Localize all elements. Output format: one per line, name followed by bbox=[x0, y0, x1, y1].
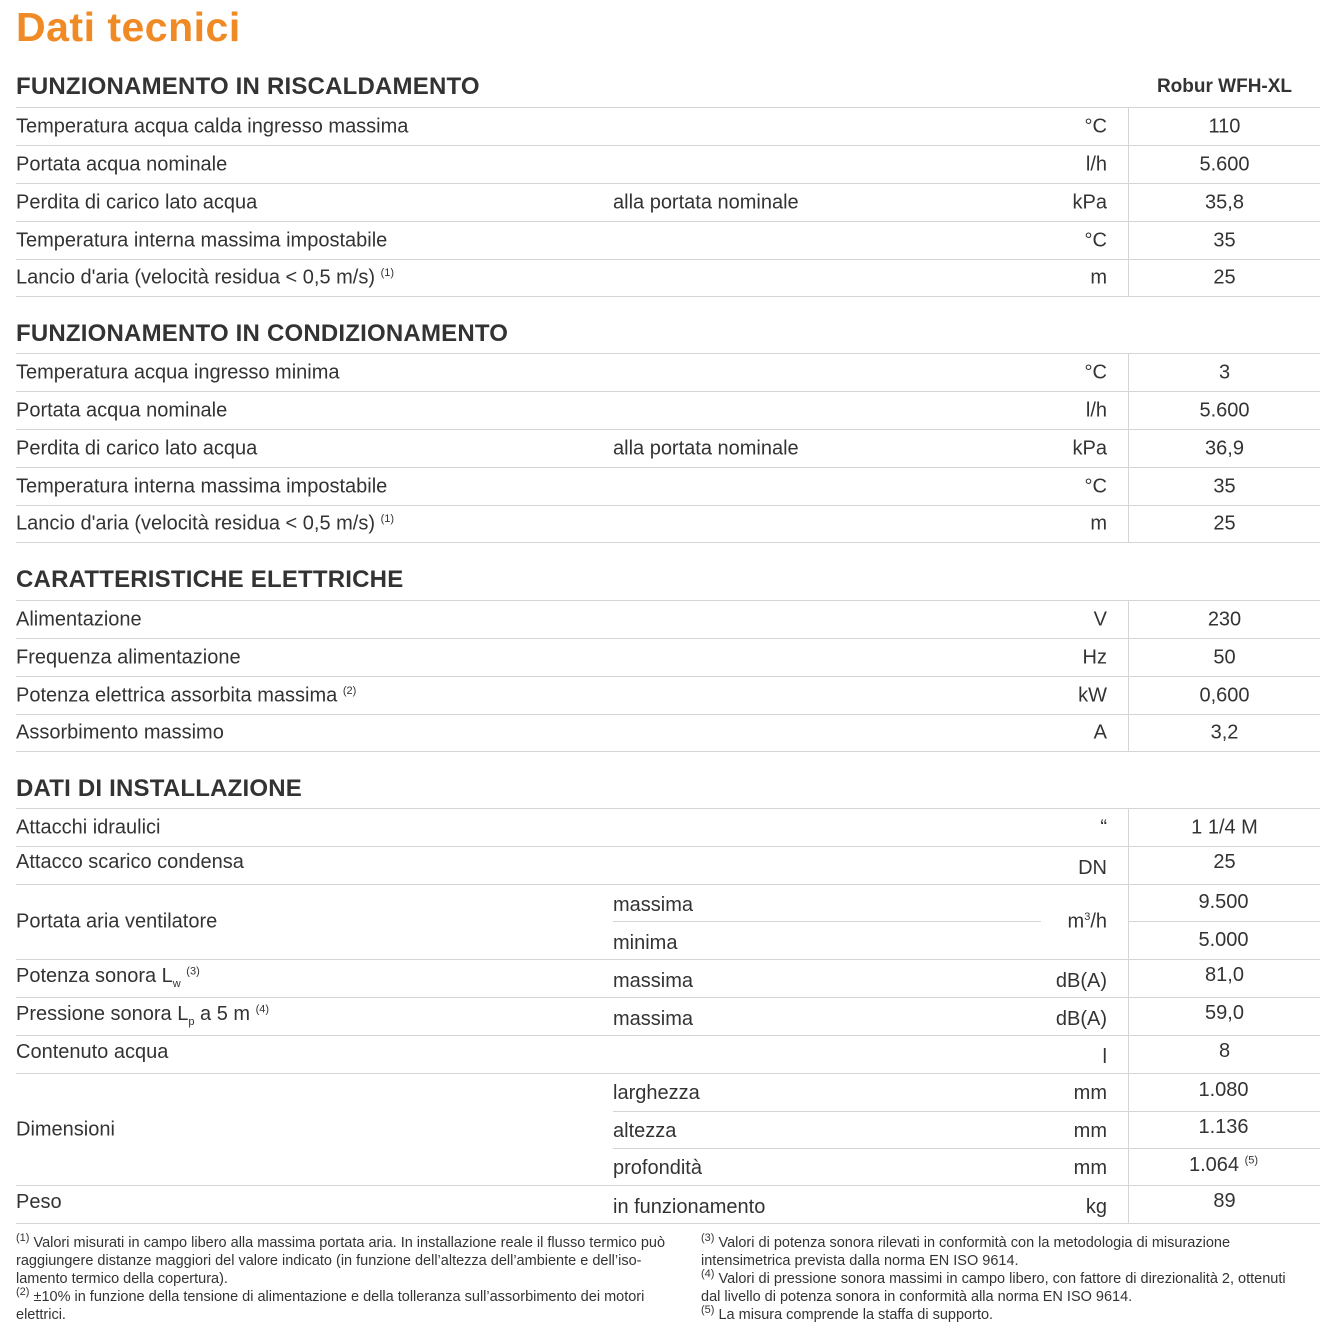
row-value: 0,600 bbox=[1199, 684, 1250, 706]
row-label: Portata aria ventilatore bbox=[16, 910, 218, 933]
row-value-cell bbox=[1128, 354, 1320, 391]
unit-tail: /h bbox=[1090, 910, 1107, 933]
row-unit: dB(A) bbox=[1055, 970, 1107, 992]
row-label: Temperatura interna massima impostabile bbox=[16, 229, 388, 251]
row-value-cell bbox=[1128, 184, 1320, 221]
table-row bbox=[16, 677, 1320, 715]
row-unit: kg bbox=[1085, 1196, 1107, 1218]
heading-electrical: CARATTERISTICHE ELETTRICHE bbox=[16, 566, 404, 593]
row-value: 3,2 bbox=[1210, 721, 1239, 744]
row-value-cell bbox=[1128, 1036, 1320, 1073]
row-condition: massima bbox=[613, 894, 694, 916]
row-label: Perdita di carico lato acqua bbox=[16, 191, 258, 213]
footnote-mark: (4) bbox=[701, 1268, 715, 1281]
row-value: 81,0 bbox=[1205, 964, 1244, 986]
row-unit: kW bbox=[1078, 684, 1107, 706]
row-condition: massima bbox=[613, 970, 694, 992]
row-unit: “ bbox=[1100, 816, 1107, 838]
table-row bbox=[16, 847, 1320, 885]
footnote-mark: (1) bbox=[16, 1232, 30, 1245]
footnote-ref: (2) bbox=[342, 684, 357, 697]
row-value: 25 bbox=[1213, 512, 1236, 535]
row-unit: V bbox=[1093, 608, 1107, 630]
row-label-text: Potenza sonora L bbox=[16, 965, 173, 987]
footnote-text: ±10% in funzione della tensione di alimentazione e della tolleranza sull’assorbimento dei motori elettrici. bbox=[16, 1289, 645, 1323]
row-label: Alimentazione bbox=[16, 608, 142, 630]
row-value-cell bbox=[1128, 998, 1320, 1035]
row-value-cell bbox=[1128, 809, 1320, 846]
table-row bbox=[16, 108, 1320, 146]
footnote-ref: (3) bbox=[186, 965, 200, 978]
row-unit: A bbox=[1093, 721, 1107, 744]
footnote-text: Valori misurati in campo libero alla massima portata aria. In installazione reale il flusso termico può raggiungere distanze maggiori del valore indicato (in funzione dell’altezza dell’ambiente e dell’iso-lamento termico della copertura). bbox=[16, 1235, 666, 1287]
footnote-text: La misura comprende la staffa di supporto. bbox=[714, 1307, 994, 1323]
row-value: 50 bbox=[1213, 646, 1236, 668]
row-value: 9.500 bbox=[1198, 891, 1249, 913]
label-subscript: w bbox=[172, 978, 181, 990]
row-unit bbox=[1046, 911, 1107, 934]
row-value: 5.600 bbox=[1199, 399, 1250, 421]
row-value: 8 bbox=[1218, 1040, 1231, 1062]
row-value: 5.600 bbox=[1199, 153, 1250, 175]
row-unit: mm bbox=[1073, 1120, 1107, 1142]
page-title: Dati tecnici bbox=[16, 4, 241, 50]
row-value: 110 bbox=[1208, 115, 1241, 137]
row-label-text: Potenza elettrica assorbita massima bbox=[16, 684, 338, 706]
row-label: Frequenza alimentazione bbox=[16, 646, 241, 668]
table-row-dimensions bbox=[16, 1074, 1320, 1186]
label-subscript: p bbox=[188, 1016, 195, 1028]
row-value: 3 bbox=[1218, 361, 1231, 383]
table-row bbox=[16, 715, 1320, 752]
row-label bbox=[16, 267, 394, 290]
table-row bbox=[16, 392, 1320, 430]
table-row bbox=[16, 506, 1320, 543]
footnote-ref: (5) bbox=[1244, 1154, 1259, 1167]
table-row bbox=[16, 354, 1320, 392]
heading-installation: DATI DI INSTALLAZIONE bbox=[16, 775, 302, 802]
row-value: 1 1/4 M bbox=[1191, 816, 1258, 838]
divider bbox=[613, 1148, 1320, 1149]
row-value: 36,9 bbox=[1205, 437, 1244, 459]
table-row bbox=[16, 468, 1320, 506]
row-condition: alla portata nominale bbox=[613, 437, 799, 459]
row-label bbox=[16, 513, 394, 536]
row-unit: °C bbox=[1084, 229, 1107, 251]
row-condition: in funzionamento bbox=[613, 1196, 766, 1218]
table-row bbox=[16, 601, 1320, 639]
row-unit: Hz bbox=[1082, 646, 1107, 668]
row-value: 89 bbox=[1213, 1190, 1236, 1212]
footnote-3 bbox=[701, 1234, 1301, 1270]
row-unit: °C bbox=[1084, 475, 1107, 497]
row-label: Assorbimento massimo bbox=[16, 721, 224, 744]
row-value-cell bbox=[1128, 108, 1320, 145]
row-value-cell bbox=[1128, 146, 1320, 183]
row-unit: m bbox=[1090, 512, 1107, 535]
row-label: Attacco scarico condensa bbox=[16, 851, 244, 873]
footnote-text: Valori di pressione sonora massimi in campo libero, con fattore di direzionalità 2, ottenuti dal livello di potenza sonora in conformità alla norma EN ISO 9614. bbox=[701, 1271, 1286, 1305]
footnote-mark: (3) bbox=[701, 1232, 715, 1245]
footnote-4 bbox=[701, 1270, 1301, 1306]
row-label bbox=[16, 1003, 269, 1026]
row-label: Peso bbox=[16, 1191, 62, 1213]
row-value-cell bbox=[1128, 677, 1320, 714]
row-label: Perdita di carico lato acqua bbox=[16, 437, 258, 459]
row-unit: mm bbox=[1073, 1157, 1107, 1179]
row-label: Dimensioni bbox=[16, 1118, 115, 1140]
model-name: Robur WFH-XL bbox=[1156, 76, 1293, 97]
row-value-cell bbox=[1128, 506, 1320, 542]
row-unit: l/h bbox=[1085, 153, 1107, 175]
divider bbox=[613, 921, 1041, 922]
row-value: 35,8 bbox=[1205, 191, 1244, 213]
row-value-cell bbox=[1128, 715, 1320, 751]
row-unit: °C bbox=[1084, 115, 1107, 137]
row-label: Portata acqua nominale bbox=[16, 153, 228, 175]
row-label-text: a 5 m bbox=[194, 1003, 251, 1025]
row-value: 5.000 bbox=[1198, 929, 1249, 951]
row-unit: l/h bbox=[1085, 399, 1107, 421]
footnote-1 bbox=[16, 1234, 666, 1288]
divider bbox=[613, 1111, 1320, 1112]
row-value-cell bbox=[1128, 430, 1320, 467]
table-row bbox=[16, 1036, 1320, 1074]
table-row bbox=[16, 998, 1320, 1036]
row-label: Temperatura acqua ingresso minima bbox=[16, 361, 340, 383]
row-condition: minima bbox=[613, 932, 678, 954]
table-row bbox=[16, 260, 1320, 297]
footnote-mark: (5) bbox=[701, 1304, 715, 1317]
footnotes-left bbox=[16, 1234, 666, 1324]
row-label: Temperatura acqua calda ingresso massima bbox=[16, 115, 409, 137]
table-row bbox=[16, 809, 1320, 847]
row-value: 35 bbox=[1213, 475, 1236, 497]
row-label bbox=[16, 965, 200, 988]
table-row bbox=[16, 1186, 1320, 1224]
row-label-text: Lancio d'aria (velocità residua < 0,5 m/s) bbox=[16, 512, 375, 535]
row-value bbox=[1128, 1154, 1319, 1177]
row-value-cell bbox=[1128, 601, 1320, 638]
table-row bbox=[16, 639, 1320, 677]
row-unit: kPa bbox=[1072, 437, 1107, 459]
row-value: 230 bbox=[1207, 608, 1242, 630]
divider bbox=[1128, 921, 1320, 922]
footnote-ref: (4) bbox=[255, 1003, 270, 1016]
row-condition: alla portata nominale bbox=[613, 191, 799, 213]
row-value-cell bbox=[1128, 1186, 1320, 1223]
row-unit: °C bbox=[1084, 361, 1107, 383]
row-value: 25 bbox=[1213, 266, 1236, 289]
row-label: Temperatura interna massima impostabile bbox=[16, 475, 388, 497]
row-unit: m bbox=[1090, 266, 1107, 289]
unit-exponent: 3 bbox=[1084, 910, 1091, 923]
heading-heating: FUNZIONAMENTO IN RISCALDAMENTO bbox=[16, 73, 480, 100]
row-condition: massima bbox=[613, 1008, 694, 1030]
row-value: 1.136 bbox=[1198, 1116, 1249, 1138]
row-value: 1.080 bbox=[1198, 1079, 1249, 1101]
row-value-cell bbox=[1128, 392, 1320, 429]
row-value-cell bbox=[1128, 260, 1320, 296]
row-label: Attacchi idraulici bbox=[16, 816, 161, 838]
row-label: Contenuto acqua bbox=[16, 1041, 169, 1063]
unit-base: m bbox=[1067, 910, 1085, 933]
table-row-fan-flow bbox=[16, 885, 1320, 960]
table-row bbox=[16, 960, 1320, 998]
row-value-cell bbox=[1128, 639, 1320, 676]
row-unit: mm bbox=[1073, 1082, 1107, 1104]
footnote-ref: (1) bbox=[380, 512, 395, 525]
row-value-cell bbox=[1128, 960, 1320, 997]
row-unit: DN bbox=[1078, 857, 1107, 879]
footnote-5 bbox=[701, 1306, 1301, 1324]
row-label-text: Lancio d'aria (velocità residua < 0,5 m/s) bbox=[16, 266, 375, 289]
footnote-mark: (2) bbox=[16, 1286, 30, 1299]
row-value: 25 bbox=[1213, 851, 1236, 873]
row-condition: profondità bbox=[613, 1157, 702, 1179]
table-row bbox=[16, 222, 1320, 260]
row-label bbox=[16, 684, 356, 707]
row-label-text: Pressione sonora L bbox=[16, 1003, 189, 1025]
row-value: 59,0 bbox=[1205, 1002, 1244, 1024]
row-unit: dB(A) bbox=[1055, 1008, 1107, 1030]
row-value-cell bbox=[1128, 847, 1320, 884]
footnote-ref: (1) bbox=[380, 266, 395, 279]
footnote-text: Valori di potenza sonora rilevati in conformità con la metodologia di misurazione intensimetrica prevista dalla norma EN ISO 9614. bbox=[701, 1235, 1231, 1269]
row-value-text: 1.064 bbox=[1188, 1154, 1240, 1176]
table-row bbox=[16, 146, 1320, 184]
row-value-cell bbox=[1128, 468, 1320, 505]
table-row bbox=[16, 184, 1320, 222]
row-value-cell bbox=[1128, 222, 1320, 259]
row-value: 35 bbox=[1213, 229, 1236, 251]
row-unit: kPa bbox=[1072, 191, 1107, 213]
footnotes-right bbox=[701, 1234, 1301, 1324]
table-row bbox=[16, 430, 1320, 468]
row-condition: altezza bbox=[613, 1120, 677, 1142]
row-condition: larghezza bbox=[613, 1082, 700, 1104]
row-label: Portata acqua nominale bbox=[16, 399, 228, 421]
row-unit: l bbox=[1102, 1046, 1107, 1068]
footnote-2 bbox=[16, 1288, 666, 1324]
heading-cooling: FUNZIONAMENTO IN CONDIZIONAMENTO bbox=[16, 320, 509, 347]
